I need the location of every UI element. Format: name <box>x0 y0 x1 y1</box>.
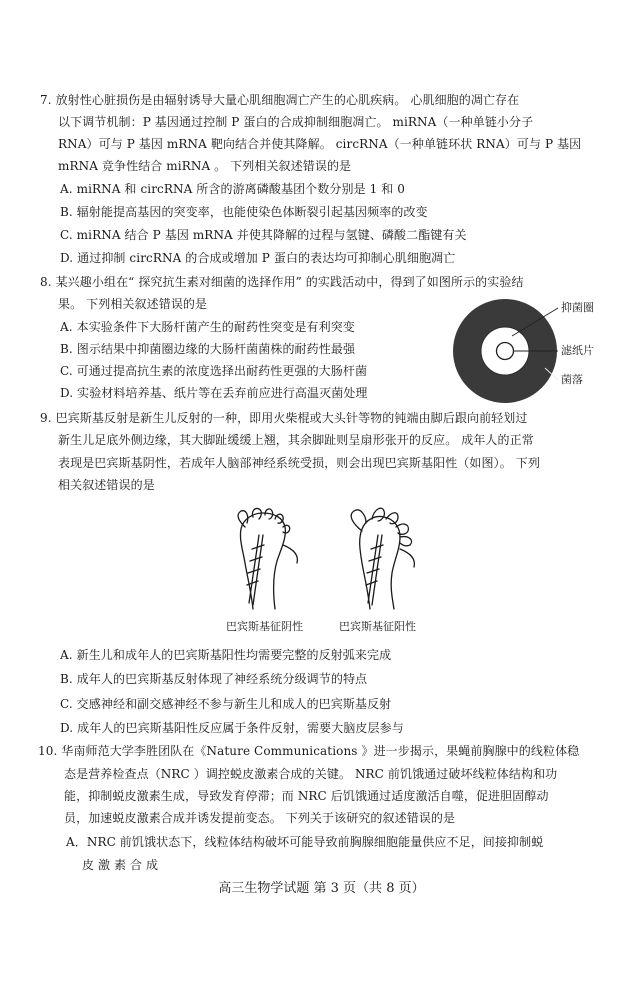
q8-option-d: D. 实验材料培养基、纸片等在丢弃前应进行高温灭菌处理 <box>60 386 368 400</box>
q9-stem-line-1: 9. 巴宾斯基反射是新生儿反射的一种，即用火柴棍或大头针等物的钝端由脚后跟向前轻划过 <box>40 411 528 425</box>
q9-option-d: D. 成年人的巴宾斯基阳性反应属于条件反射，需要大脑皮层参与 <box>60 721 404 735</box>
label-colony: 菌落 <box>561 373 583 386</box>
foot-positive-illustration <box>338 505 428 611</box>
q9-stem-line-2: 新生儿足底外侧边缘，其大脚趾缓缓上翘，其余脚趾则呈扇形张开的反应。 成年人的正常 <box>58 433 534 447</box>
q7-stem-line-2: 以下调节机制：P 基因通过控制 P 蛋白的合成抑制细胞凋亡。 miRNA（一种单链小分子 <box>58 115 534 129</box>
q7-option-d: D. 通过抑制 circRNA 的合成或增加 P 蛋白的表达均可抑制心肌细胞凋亡 <box>60 251 456 265</box>
filter-paper <box>497 343 514 360</box>
q10-option-a-line-1: A．NRC 前饥饿状态下，线粒体结构破坏可能导致前胸腺细胞能量供应不足，间接抑制蜕 <box>66 835 544 849</box>
q7-option-a: A. miRNA 和 circRNA 所含的游离磷酸基团个数分别是 1 和 0 <box>60 182 405 196</box>
caption-babinski-positive: 巴宾斯基征阳性 <box>339 620 416 633</box>
q10-stem-line-2: 态是营养检查点（NRC ）调控蜕皮激素合成的关键。 NRC 前饥饿通过破坏线粒体结构和功 <box>64 767 558 781</box>
q10-option-a-line-2: 皮 激 素 合 成 <box>82 858 159 872</box>
q8-stem-line-2: 果。 下列相关叙述错误的是 <box>58 297 208 311</box>
q8-option-a: A. 本实验条件下大肠杆菌产生的耐药性突变是有利突变 <box>60 320 355 334</box>
q7-option-c: C. miRNA 结合 P 基因 mRNA 并使其降解的过程与氢键、磷酸二酯键有关 <box>60 228 467 242</box>
q7-option-b: B. 辐射能提高基因的突变率，也能使染色体断裂引起基因频率的改变 <box>60 205 428 219</box>
foot-negative-illustration <box>223 505 311 611</box>
q10-stem-line-3: 能，抑制蜕皮激素生成，导致发育停滞；而 NRC 后饥饿通过适度激活自噬，促进胆固醇动 <box>64 789 549 803</box>
q9-stem-line-3: 表现是巴宾斯基阴性，若成年人脑部神经系统受损，则会出现巴宾斯基阳性（如图）。 下列 <box>58 456 540 470</box>
q9-option-a: A. 新生儿和成年人的巴宾斯基阳性均需要完整的反射弧来完成 <box>60 648 392 662</box>
q8-option-c: C. 可通过提高抗生素的浓度选择出耐药性更强的大肠杆菌 <box>60 364 368 378</box>
page-footer: 高三生物学试题 第 3 页（共 8 页） <box>218 881 425 896</box>
petri-dish-figure <box>450 296 560 406</box>
q10-stem-line-1: 10. 华南师范大学李胜团队在《Nature Communications 》进一步揭示，果蝇前胸腺中的线粒体稳 <box>38 744 580 758</box>
q9-option-b: B. 成年人的巴宾斯基反射体现了神经系统分级调节的特点 <box>60 672 368 686</box>
q7-stem-line-4: mRNA 竞争性结合 miRNA 。 下列相关叙述错误的是 <box>58 159 352 173</box>
q7-stem-line-1: 7. 放射性心脏损伤是由辐射诱导大量心肌细胞凋亡产生的心肌疾病。 心肌细胞的凋亡存在 <box>40 93 520 107</box>
caption-babinski-negative: 巴宾斯基征阴性 <box>226 620 303 633</box>
q8-option-b: B. 图示结果中抑菌圈边缘的大肠杆菌菌株的耐药性最强 <box>60 342 356 356</box>
q7-stem-line-3: RNA）可与 P 基因 mRNA 靶向结合并使其降解。 circRNA（一种单链环状 RNA）可与 P 基因 <box>58 137 582 151</box>
label-inhibition-zone: 抑菌圈 <box>561 301 594 314</box>
q10-stem-line-4: 员，加速蜕皮激素合成并诱发提前变态。 下列关于该研究的叙述错误的是 <box>64 811 456 825</box>
q9-option-c: C. 交感神经和副交感神经不参与新生儿和成人的巴宾斯基反射 <box>60 697 392 711</box>
q8-stem-line-1: 8. 某兴趣小组在“ 探究抗生素对细菌的选择作用” 的实践活动中，得到了如图所示的实验结 <box>40 275 524 289</box>
q9-stem-line-4: 相关叙述错误的是 <box>58 478 155 492</box>
label-filter-paper: 滤纸片 <box>561 344 594 357</box>
